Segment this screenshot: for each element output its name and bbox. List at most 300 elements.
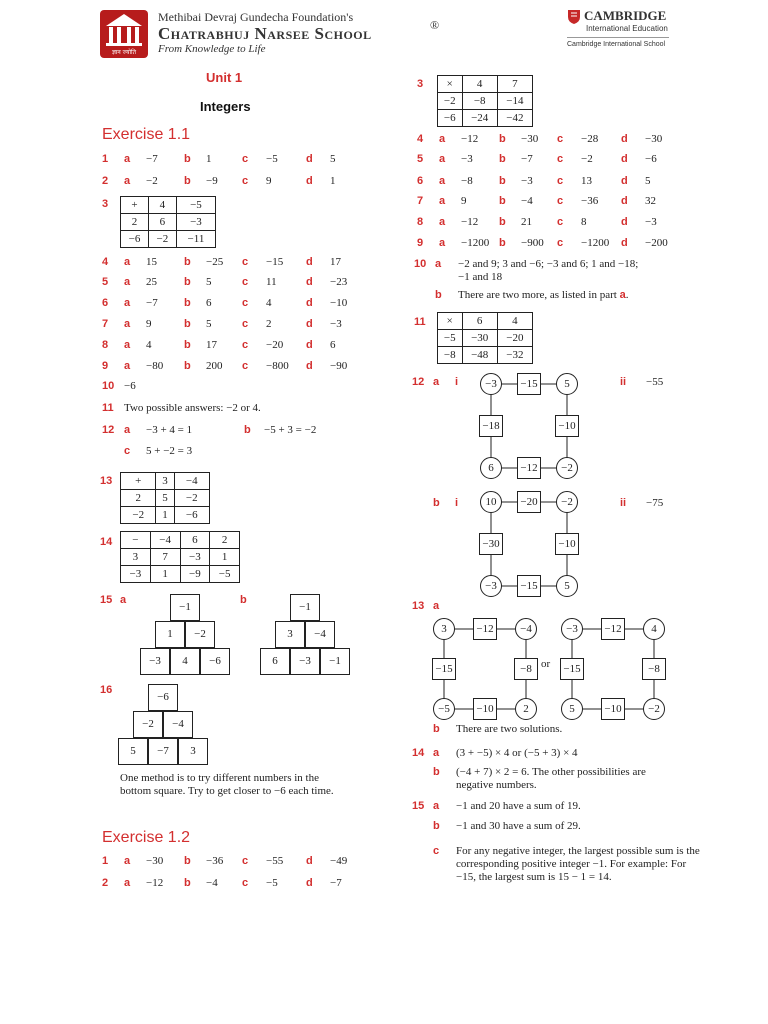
answer-value: −200 bbox=[645, 237, 668, 249]
part-label: a bbox=[439, 216, 446, 228]
table-cell: −4 bbox=[150, 532, 180, 549]
table-cell: −14 bbox=[497, 93, 532, 110]
answer-value: 25 bbox=[146, 276, 157, 288]
table-cell: 1 bbox=[150, 566, 180, 583]
answer-value: −4 bbox=[521, 195, 533, 207]
answer-value: −12 bbox=[461, 216, 479, 228]
part-label: a bbox=[124, 360, 131, 372]
answer-value: −2 bbox=[146, 175, 158, 187]
answer-value: 200 bbox=[206, 360, 223, 372]
answer-value: 32 bbox=[645, 195, 656, 207]
answer-text: For any negative integer, the largest possible sum is the corresponding positive integer −1. For example: For −15, the largest sum is 15 − 1 = 14. bbox=[456, 845, 700, 883]
loop-circle: 5 bbox=[556, 575, 578, 597]
answer-value: −3 bbox=[645, 216, 657, 228]
part-label: b bbox=[184, 153, 191, 165]
part-label: c bbox=[242, 318, 249, 330]
answer-value: −3 + 4 = 1 bbox=[146, 424, 193, 436]
answer-value: 5 + −2 = 3 bbox=[146, 445, 193, 457]
table-cell: −8 bbox=[462, 93, 497, 110]
part-label: a bbox=[435, 258, 442, 270]
pyramid-cell: −4 bbox=[305, 621, 335, 648]
part-label: b bbox=[499, 133, 506, 145]
answer-value: 1 bbox=[206, 153, 212, 165]
question-number: 3 bbox=[417, 78, 424, 90]
part-label: c bbox=[433, 845, 440, 857]
table-cell: × bbox=[438, 76, 463, 93]
question-number: 2 bbox=[102, 877, 109, 889]
answer-value: 21 bbox=[521, 216, 532, 228]
part-label: b bbox=[240, 594, 247, 606]
loop-square: −12 bbox=[601, 618, 625, 640]
answer-value: −1200 bbox=[581, 237, 610, 249]
table-cell: 4 bbox=[462, 76, 497, 93]
pyramid-cell: 3 bbox=[178, 738, 208, 765]
loop-circle: −4 bbox=[515, 618, 537, 640]
cambridge-title: CAMBRIDGE bbox=[584, 8, 667, 23]
part-label: d bbox=[621, 195, 628, 207]
part-label: b bbox=[184, 318, 191, 330]
unit-topic: Integers bbox=[200, 99, 251, 114]
answer-value: −5 + 3 = −2 bbox=[264, 424, 317, 436]
table-cell: 6 bbox=[148, 214, 176, 231]
answer-value: 8 bbox=[581, 216, 587, 228]
answer-text: Two possible answers: −2 or 4. bbox=[124, 402, 261, 414]
part-label: a bbox=[120, 594, 127, 606]
table-cell: 3 bbox=[156, 473, 174, 490]
answer-value: 15 bbox=[146, 256, 157, 268]
part-label: a bbox=[124, 424, 131, 436]
question-number: 14 bbox=[412, 747, 425, 759]
part-label: d bbox=[621, 237, 628, 249]
loop-circle: −2 bbox=[556, 491, 578, 513]
part-label: b bbox=[499, 195, 506, 207]
table-cell: 2 bbox=[121, 214, 149, 231]
answer-value: −36 bbox=[581, 195, 599, 207]
answer-value: −75 bbox=[646, 497, 664, 509]
answer-value: −800 bbox=[266, 360, 289, 372]
part-label: d bbox=[306, 855, 313, 867]
pyramid-cell: −1 bbox=[170, 594, 200, 621]
part-label: a bbox=[439, 195, 446, 207]
loop-square: −8 bbox=[514, 658, 538, 680]
answer-value: 5 bbox=[206, 318, 212, 330]
answer-text: −1 and 18 bbox=[458, 271, 503, 283]
part-label: i bbox=[455, 497, 459, 509]
table-cell: 4 bbox=[497, 313, 532, 330]
part-label: b bbox=[184, 297, 191, 309]
answer-value: −1200 bbox=[461, 237, 490, 249]
question-number: 9 bbox=[417, 237, 424, 249]
part-label: a bbox=[433, 800, 440, 812]
question-number: 8 bbox=[102, 339, 109, 351]
question-number: 12 bbox=[102, 424, 115, 436]
answer-value: 6 bbox=[330, 339, 336, 351]
answer-value: −28 bbox=[581, 133, 599, 145]
loop-square: −15 bbox=[560, 658, 584, 680]
table-cell: −4 bbox=[174, 473, 209, 490]
pyramid-cell: 4 bbox=[170, 648, 200, 675]
loop-square: −8 bbox=[642, 658, 666, 680]
loop-square: −10 bbox=[473, 698, 497, 720]
question-number: 5 bbox=[102, 276, 109, 288]
answer-value: −7 bbox=[146, 297, 158, 309]
part-label: d bbox=[306, 153, 313, 165]
pyramid-cell: 3 bbox=[275, 621, 305, 648]
answer-value: 4 bbox=[146, 339, 152, 351]
pyramid-cell: 5 bbox=[118, 738, 148, 765]
answer-value: −30 bbox=[521, 133, 539, 145]
loop-circle: 5 bbox=[561, 698, 583, 720]
answer-value: 9 bbox=[146, 318, 152, 330]
answer-text-body: There are two more, as listed in part bbox=[458, 289, 617, 301]
table-cell: 7 bbox=[497, 76, 532, 93]
answer-value: −2 bbox=[581, 153, 593, 165]
pyramid-cell: 1 bbox=[155, 621, 185, 648]
question-number: 8 bbox=[417, 216, 424, 228]
table-cell: + bbox=[121, 473, 156, 490]
pyramid-cell: 6 bbox=[260, 648, 290, 675]
answer-value: −23 bbox=[330, 276, 348, 288]
pyramid-cell: −6 bbox=[200, 648, 230, 675]
answer-value: −3 bbox=[461, 153, 473, 165]
answer-value: −5 bbox=[266, 877, 278, 889]
part-label: b bbox=[184, 360, 191, 372]
part-label: a bbox=[439, 153, 446, 165]
part-label: c bbox=[557, 195, 564, 207]
answer-text-end: . bbox=[625, 289, 629, 301]
exercise-1-2-title: Exercise 1.2 bbox=[102, 829, 191, 846]
loop-square: −12 bbox=[517, 457, 541, 479]
question-number: 10 bbox=[414, 258, 427, 270]
question-number: 2 bbox=[102, 175, 109, 187]
loop-square: −10 bbox=[555, 415, 579, 437]
part-label: b bbox=[184, 276, 191, 288]
loop-square: −10 bbox=[555, 533, 579, 555]
part-label: d bbox=[306, 175, 313, 187]
part-label: c bbox=[242, 276, 249, 288]
table-cell: −42 bbox=[497, 110, 532, 127]
table-cell: 1 bbox=[210, 549, 240, 566]
answer-value: 17 bbox=[330, 256, 341, 268]
question-number: 11 bbox=[414, 316, 426, 328]
table-cell: −2 bbox=[148, 231, 176, 248]
loop-circle: −2 bbox=[556, 457, 578, 479]
table-cell: 2 bbox=[210, 532, 240, 549]
part-label: d bbox=[621, 133, 628, 145]
part-label: b bbox=[184, 175, 191, 187]
part-label: a bbox=[433, 376, 440, 388]
table-cell: −3 bbox=[180, 549, 210, 566]
answer-text: There are two solutions. bbox=[456, 723, 563, 735]
part-label: c bbox=[242, 256, 249, 268]
pyramid-cell: −1 bbox=[320, 648, 350, 675]
loop-square: −15 bbox=[517, 575, 541, 597]
question-number: 13 bbox=[100, 475, 113, 487]
answer-value: −30 bbox=[645, 133, 663, 145]
part-label: b bbox=[244, 424, 251, 436]
part-label: d bbox=[306, 877, 313, 889]
table-cell: −2 bbox=[121, 507, 156, 524]
answer-value: 4 bbox=[266, 297, 272, 309]
answer-value: −7 bbox=[146, 153, 158, 165]
part-label: b bbox=[433, 497, 440, 509]
loop-circle: 6 bbox=[480, 457, 502, 479]
part-label: d bbox=[306, 256, 313, 268]
pyramid-cell: −3 bbox=[290, 648, 320, 675]
question-number: 13 bbox=[412, 600, 425, 612]
part-label: a bbox=[124, 276, 131, 288]
answer-value: −3 bbox=[521, 175, 533, 187]
part-label: b bbox=[499, 237, 506, 249]
table-cell: −6 bbox=[174, 507, 209, 524]
answer-value: −55 bbox=[266, 855, 284, 867]
table-cell: −2 bbox=[174, 490, 209, 507]
table-cell: −24 bbox=[462, 110, 497, 127]
loop-square: −20 bbox=[517, 491, 541, 513]
answer-value: −5 bbox=[266, 153, 278, 165]
answer-value: −20 bbox=[266, 339, 284, 351]
part-label: d bbox=[306, 339, 313, 351]
loop-circle: −3 bbox=[480, 575, 502, 597]
unit-title: Unit 1 bbox=[206, 70, 243, 85]
table-cell: −3 bbox=[176, 214, 215, 231]
part-label: c bbox=[557, 216, 564, 228]
school-motto: From Knowledge to Life bbox=[158, 43, 266, 55]
answer-value: −12 bbox=[146, 877, 164, 889]
loop-square: −15 bbox=[432, 658, 456, 680]
part-label: b bbox=[433, 766, 440, 778]
part-label: b bbox=[435, 289, 442, 301]
question-number: 6 bbox=[102, 297, 109, 309]
question-number: 1 bbox=[102, 153, 109, 165]
loop-circle: 3 bbox=[433, 618, 455, 640]
part-label: c bbox=[557, 175, 564, 187]
question-number: 9 bbox=[102, 360, 109, 372]
part-label: a bbox=[433, 600, 440, 612]
answer-value: −3 bbox=[330, 318, 342, 330]
part-label: a bbox=[439, 133, 446, 145]
answer-value: 6 bbox=[206, 297, 212, 309]
loop-circle: −3 bbox=[480, 373, 502, 395]
question-number: 3 bbox=[102, 198, 109, 210]
part-label: c bbox=[124, 445, 131, 457]
answer-value: −8 bbox=[461, 175, 473, 187]
part-label: a bbox=[124, 297, 131, 309]
answer-value: −7 bbox=[521, 153, 533, 165]
answer-text: (3 + −5) × 4 or (−5 + 3) × 4 bbox=[456, 747, 578, 759]
part-label: a bbox=[124, 855, 131, 867]
answer-value: 17 bbox=[206, 339, 217, 351]
part-label: a bbox=[124, 153, 131, 165]
part-label: c bbox=[557, 153, 564, 165]
part-label: a bbox=[439, 175, 446, 187]
table-cell: −48 bbox=[462, 347, 497, 364]
loop-circle: 2 bbox=[515, 698, 537, 720]
part-label: b bbox=[499, 153, 506, 165]
part-label: b bbox=[433, 820, 440, 832]
pyramid-cell: −2 bbox=[185, 621, 215, 648]
table-cell: −11 bbox=[176, 231, 215, 248]
answer-value: 11 bbox=[266, 276, 277, 288]
answer-text: −2 and 9; 3 and −6; −3 and 6; 1 and −18; bbox=[458, 258, 639, 270]
answer-value: −7 bbox=[330, 877, 342, 889]
loop-circle: −2 bbox=[643, 698, 665, 720]
exercise-1-1-title: Exercise 1.1 bbox=[102, 126, 191, 143]
answer-value: −25 bbox=[206, 256, 224, 268]
answer-value: −9 bbox=[206, 175, 218, 187]
part-label: b bbox=[499, 216, 506, 228]
part-label: b bbox=[184, 339, 191, 351]
answer-value: −80 bbox=[146, 360, 164, 372]
answer-value: −6 bbox=[645, 153, 657, 165]
table-cell: −32 bbox=[497, 347, 532, 364]
table-cell: 5 bbox=[156, 490, 174, 507]
part-label: c bbox=[557, 237, 564, 249]
question-number: 4 bbox=[417, 133, 424, 145]
table-cell: 6 bbox=[462, 313, 497, 330]
part-label: b bbox=[184, 855, 191, 867]
part-label: a bbox=[124, 339, 131, 351]
pyramid-cell: −7 bbox=[148, 738, 178, 765]
part-label: d bbox=[306, 318, 313, 330]
part-label: c bbox=[242, 877, 249, 889]
loop-square: −15 bbox=[517, 373, 541, 395]
part-label: a bbox=[439, 237, 446, 249]
part-label: ii bbox=[620, 497, 627, 509]
pyramid-cell: −4 bbox=[163, 711, 193, 738]
part-label: d bbox=[621, 216, 628, 228]
answer-value: −6 bbox=[124, 380, 136, 392]
part-label: c bbox=[242, 297, 249, 309]
answer-value: 13 bbox=[581, 175, 592, 187]
part-label: a bbox=[124, 877, 131, 889]
part-label: ii bbox=[620, 376, 627, 388]
table-cell: −6 bbox=[438, 110, 463, 127]
part-reference: a bbox=[619, 289, 626, 301]
pyramid-cell: −3 bbox=[140, 648, 170, 675]
answer-value: 2 bbox=[266, 318, 272, 330]
part-label: c bbox=[242, 339, 249, 351]
answer-value: −15 bbox=[266, 256, 284, 268]
pyramid-cell: −6 bbox=[148, 684, 178, 711]
table-cell: −2 bbox=[438, 93, 463, 110]
table-cell: −9 bbox=[180, 566, 210, 583]
answer-text: negative numbers. bbox=[456, 779, 537, 791]
table-cell: 6 bbox=[180, 532, 210, 549]
loop-square: −12 bbox=[473, 618, 497, 640]
table-cell: 7 bbox=[150, 549, 180, 566]
part-label: c bbox=[242, 855, 249, 867]
answer-value: −900 bbox=[521, 237, 544, 249]
loop-square: −30 bbox=[479, 533, 503, 555]
table-cell: −5 bbox=[438, 330, 463, 347]
answer-value: −90 bbox=[330, 360, 348, 372]
loop-circle: 5 bbox=[556, 373, 578, 395]
part-label: c bbox=[242, 175, 249, 187]
answer-text: −1 and 20 have a sum of 19. bbox=[456, 800, 581, 812]
table-cell: −5 bbox=[176, 197, 215, 214]
loop-circle: 4 bbox=[643, 618, 665, 640]
answer-text: (−4 + 7) × 2 = 6. The other possibilities are bbox=[456, 766, 646, 778]
table-cell: 4 bbox=[148, 197, 176, 214]
part-label: b bbox=[499, 175, 506, 187]
question-number: 12 bbox=[412, 376, 425, 388]
table-cell: −5 bbox=[210, 566, 240, 583]
part-label: d bbox=[306, 297, 313, 309]
question-number: 11 bbox=[102, 402, 114, 414]
table-cell: −8 bbox=[438, 347, 463, 364]
table-cell: − bbox=[121, 532, 151, 549]
table-cell: 1 bbox=[156, 507, 174, 524]
part-label: d bbox=[621, 175, 628, 187]
part-label: c bbox=[242, 360, 249, 372]
answer-value: −30 bbox=[146, 855, 164, 867]
loop-square: −10 bbox=[601, 698, 625, 720]
table-cell: −3 bbox=[121, 566, 151, 583]
part-label: d bbox=[306, 360, 313, 372]
question-number: 16 bbox=[100, 684, 113, 696]
cambridge-subtitle: International Education bbox=[586, 24, 668, 33]
method-note: One method is to try different numbers in the bottom square. Try to get closer to −6 each time. bbox=[120, 772, 334, 797]
question-number: 4 bbox=[102, 256, 109, 268]
part-label: c bbox=[557, 133, 564, 145]
school-name: Chatrabhuj Narsee School bbox=[158, 24, 372, 43]
answer-value: 5 bbox=[330, 153, 336, 165]
question-number: 14 bbox=[100, 536, 113, 548]
answer-value: 9 bbox=[266, 175, 272, 187]
answer-value: 1 bbox=[330, 175, 336, 187]
question-number: 10 bbox=[102, 380, 115, 392]
loop-circle: 10 bbox=[480, 491, 502, 513]
loop-circle: −5 bbox=[433, 698, 455, 720]
part-label: d bbox=[306, 276, 313, 288]
answer-value: 5 bbox=[206, 276, 212, 288]
question-number: 5 bbox=[417, 153, 424, 165]
registered-mark: ® bbox=[430, 18, 440, 32]
table-cell: −30 bbox=[462, 330, 497, 347]
part-label: b bbox=[184, 877, 191, 889]
answer-value: −12 bbox=[461, 133, 479, 145]
answer-text: −1 and 30 have a sum of 29. bbox=[456, 820, 581, 832]
part-label: c bbox=[242, 153, 249, 165]
part-label: b bbox=[184, 256, 191, 268]
answer-value: 9 bbox=[461, 195, 467, 207]
part-label: d bbox=[621, 153, 628, 165]
answer-value: −36 bbox=[206, 855, 224, 867]
table-cell: 2 bbox=[121, 490, 156, 507]
pyramid-cell: −2 bbox=[133, 711, 163, 738]
answer-value: −55 bbox=[646, 376, 664, 388]
question-number: 15 bbox=[412, 800, 425, 812]
question-number: 6 bbox=[417, 175, 424, 187]
answer-value: −4 bbox=[206, 877, 218, 889]
cambridge-tag: Cambridge International School bbox=[567, 41, 666, 48]
question-number: 1 bbox=[102, 855, 109, 867]
question-number: 7 bbox=[102, 318, 109, 330]
answer-value: 5 bbox=[645, 175, 651, 187]
table-cell: + bbox=[121, 197, 149, 214]
loop-square: −18 bbox=[479, 415, 503, 437]
table-cell: × bbox=[438, 313, 463, 330]
part-label: a bbox=[124, 318, 131, 330]
answer-value: −49 bbox=[330, 855, 348, 867]
answer-value: −10 bbox=[330, 297, 348, 309]
question-number: 15 bbox=[100, 594, 113, 606]
question-number: 7 bbox=[417, 195, 424, 207]
pyramid-cell: −1 bbox=[290, 594, 320, 621]
table-cell: −20 bbox=[497, 330, 532, 347]
loop-circle: −3 bbox=[561, 618, 583, 640]
